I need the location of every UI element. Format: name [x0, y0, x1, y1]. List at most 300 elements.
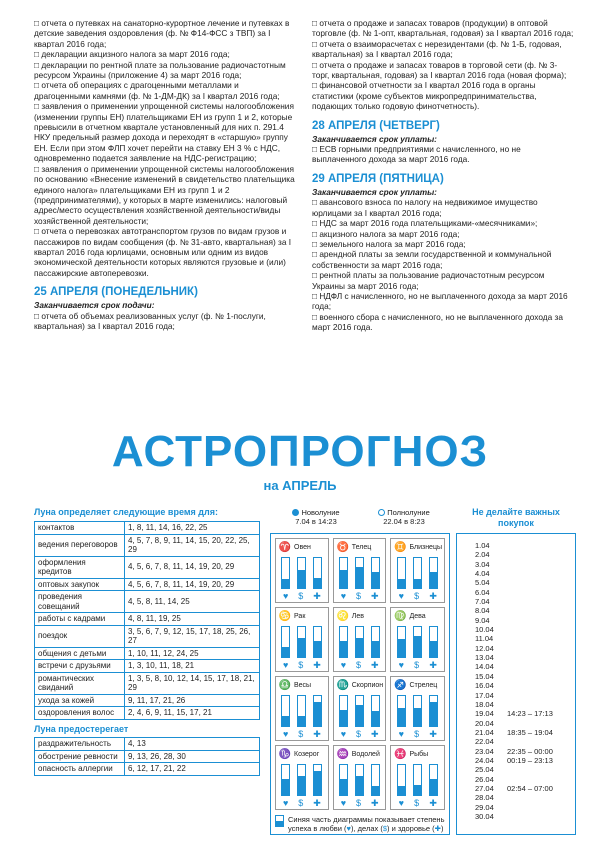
zodiac-name: Водолей — [351, 750, 380, 758]
health-icon: ✚ — [370, 660, 379, 670]
calendar-item: □ акцизного налога за март 2016 года; — [312, 228, 460, 239]
calendar-item: □ авансового взноса по налогу на недвижимое имущество юрлицами за I квартал 2016 года; — [312, 197, 538, 218]
success-bar — [281, 695, 290, 727]
legend-text-4: ) — [440, 824, 444, 833]
date: 11.04 — [475, 634, 494, 644]
zodiac-cell — [333, 538, 387, 603]
love-icon: ♥ — [398, 798, 404, 808]
legend-text-2: ), делах ( — [350, 824, 383, 833]
success-fill — [356, 567, 363, 588]
date: 2.04 — [475, 550, 490, 560]
calendar-item: □ ЕСВ горными предприятиями с начисленного, но не выплаченного дохода за март 2016 года. — [312, 144, 521, 165]
zodiac-cell — [333, 745, 387, 810]
row-label: обострение ревности — [35, 750, 125, 763]
new-moon — [276, 508, 356, 526]
right-column — [312, 18, 574, 333]
success-fill — [414, 636, 421, 657]
success-fill — [372, 711, 379, 726]
success-bar — [397, 626, 406, 658]
apr29-heading: 29 АПРЕЛЯ (ПЯТНИЦА) — [312, 172, 444, 185]
date: 20.04 — [475, 718, 494, 728]
success-fill — [282, 779, 289, 796]
zodiac-cell — [390, 607, 445, 672]
row-days: 9, 13, 26, 28, 30 — [125, 750, 260, 763]
time-range: 00:19 – 23:13 — [507, 755, 553, 765]
love-icon: ♥ — [340, 591, 347, 601]
calendar-item: □ отчета о путевках на санаторно-курортное лечение и путевках в детские заведения оздоровления (ф. № Ф14-ФСС з ТВП) за I квартал 2016 года; — [34, 18, 290, 49]
list-item — [475, 719, 575, 728]
work-icon: $ — [355, 729, 361, 739]
table-row — [35, 707, 260, 720]
success-bar — [355, 764, 364, 796]
success-bar — [429, 764, 438, 796]
work-icon: $ — [298, 660, 304, 670]
time-range: 22:35 – 00:00 — [507, 746, 553, 756]
warn-table-title: Луна предостерегает — [34, 724, 129, 734]
calendar-item: □ отчета об операциях с драгоценными металлами и драгоценными камнями (ф. № 1-ДМ-ДК) за I квартал 2016 года; — [34, 80, 280, 101]
zodiac-cell — [275, 607, 329, 672]
zodiac-sign-icon: ♒ — [336, 748, 349, 760]
list-item — [475, 681, 575, 690]
zodiac-chart — [270, 533, 450, 835]
list-item — [475, 616, 575, 625]
row-label: ведения переговоров — [35, 534, 125, 556]
date: 27.04 — [475, 783, 494, 793]
row-label: ухода за кожей — [35, 694, 125, 707]
zodiac-cell — [390, 676, 445, 741]
zodiac-name: Овен — [294, 543, 311, 551]
success-bar — [397, 557, 406, 589]
date: 13.04 — [475, 653, 494, 663]
calendar-item: □ НДФЛ с начисленного, но не выплаченного дохода за март 2016 года; — [312, 290, 568, 312]
success-bar — [313, 764, 322, 796]
date: 24.04 — [475, 755, 494, 765]
tax-calendar — [34, 18, 574, 333]
row-label: опасность аллергии — [35, 763, 125, 776]
health-icon: ✚ — [370, 591, 379, 601]
legend-text-3: ) и здоровье ( — [387, 824, 435, 833]
success-bar — [281, 557, 290, 589]
success-fill — [282, 716, 289, 727]
table-row — [35, 750, 260, 763]
list-item — [475, 812, 575, 821]
success-bar — [339, 695, 348, 727]
date: 21.04 — [475, 727, 494, 737]
time-range: 18:35 – 19:04 — [507, 727, 553, 737]
success-fill — [340, 779, 347, 796]
calendar-item: □ отчета о продаже и запасах товаров (продукции) в оптовой торговле (ф. № 1-опт, квартальная, годовая) за I квартал 2016 года; — [312, 18, 574, 39]
zodiac-sign-icon: ♋ — [278, 610, 292, 622]
success-fill — [282, 579, 289, 588]
warn-table — [34, 737, 260, 776]
row-days: 1, 10, 11, 12, 24, 25 — [125, 647, 260, 660]
success-fill — [298, 570, 305, 588]
table-row — [35, 672, 260, 694]
new-moon-icon — [292, 509, 299, 516]
row-days: 4, 5, 7, 8, 9, 11, 14, 15, 20, 22, 25, 29 — [125, 534, 260, 556]
row-days: 4, 8, 11, 19, 25 — [125, 613, 260, 626]
success-fill — [340, 641, 347, 658]
love-icon: ♥ — [398, 729, 404, 739]
table-row — [35, 613, 260, 626]
health-icon: ✚ — [370, 798, 379, 808]
row-label: поездок — [35, 625, 125, 647]
row-days: 1, 3, 5, 8, 10, 12, 14, 15, 17, 18, 21, 29 — [125, 672, 260, 694]
list-item — [475, 578, 575, 587]
success-fill — [298, 716, 305, 727]
full-moon-value: 22.04 в 8:23 — [383, 517, 425, 526]
table-row — [35, 763, 260, 776]
row-label: контактов — [35, 522, 125, 535]
date: 1.04 — [475, 541, 490, 550]
list-item — [475, 672, 575, 681]
work-icon: $ — [414, 591, 420, 601]
list-item — [475, 606, 575, 615]
row-days: 6, 12, 17, 21, 22 — [125, 763, 260, 776]
zodiac-sign-icon: ♊ — [394, 541, 407, 553]
success-fill — [398, 639, 405, 657]
success-bar — [355, 557, 364, 589]
date: 8.04 — [475, 606, 490, 616]
row-label: оптовых закупок — [35, 578, 125, 591]
success-fill — [430, 702, 437, 726]
success-fill — [414, 708, 421, 726]
list-item — [475, 691, 575, 700]
success-bar — [313, 557, 322, 589]
success-fill — [340, 710, 347, 727]
health-icon: ✚ — [370, 729, 379, 739]
health-icon: ✚ — [313, 798, 321, 808]
success-bar — [297, 557, 306, 589]
row-label: раздражительность — [35, 738, 125, 751]
date: 18.04 — [475, 699, 494, 709]
zodiac-name: Весы — [294, 681, 312, 689]
love-icon: ♥ — [398, 660, 404, 670]
table-row — [35, 578, 260, 591]
astro-subtitle: на АПРЕЛЬ — [263, 478, 337, 493]
love-icon: ♥ — [340, 798, 347, 808]
success-fill — [314, 702, 321, 726]
row-days: 1, 3, 10, 11, 18, 21 — [125, 660, 260, 673]
row-label: оздоровления волос — [35, 707, 125, 720]
list-item — [475, 541, 575, 550]
list-item — [475, 597, 575, 606]
success-fill — [430, 572, 437, 589]
work-icon: $ — [414, 798, 420, 808]
success-fill — [356, 638, 363, 658]
success-fill — [372, 641, 379, 658]
left-column — [34, 18, 296, 333]
work-icon: $ — [355, 798, 361, 808]
full-moon — [364, 508, 444, 526]
list-item — [475, 756, 575, 765]
success-fill — [430, 779, 437, 796]
table-row — [35, 534, 260, 556]
no-purchase-title: Не делайте важных покупок — [472, 507, 560, 528]
success-bar — [413, 626, 422, 658]
love-icon: ♥ — [398, 591, 404, 601]
success-fill — [372, 786, 379, 795]
list-item — [475, 803, 575, 812]
list-item — [475, 550, 575, 559]
calendar-item: □ заявления о применении упрощенной системы налогообложения (изменении группы ЕН) плательщиками ЕН из групп 1 и 2, которые превысили в отчетном квартале установленный для них п. 291.4 НКУ предельный размер дохода и переходят в «старшую» группу ЕН. Если при этом ФЛП хочет перейти на ставку ЕН 3 % с НДС, одновременно подается заявление на НДС-регистрацию; — [34, 101, 294, 164]
moon-table — [34, 521, 260, 720]
success-bar — [339, 626, 348, 658]
legend-sample-bar — [275, 815, 284, 827]
zodiac-name: Близнецы — [409, 543, 442, 551]
success-fill — [414, 579, 421, 588]
success-bar — [371, 764, 380, 796]
table-row — [35, 625, 260, 647]
health-icon: ✚ — [313, 729, 321, 739]
zodiac-sign-icon: ♎ — [278, 679, 292, 691]
row-days: 1, 8, 11, 14, 16, 22, 25 — [125, 522, 260, 535]
success-bar — [297, 764, 306, 796]
zodiac-cell — [275, 676, 329, 741]
row-label: романтических свиданий — [35, 672, 125, 694]
zodiac-cell — [333, 607, 387, 672]
row-label: проведения совещаний — [35, 591, 125, 613]
apr25-heading: 25 АПРЕЛЯ (ПОНЕДЕЛЬНИК) — [34, 286, 198, 299]
success-fill — [340, 570, 347, 588]
zodiac-sign-icon: ♌ — [336, 610, 349, 622]
date: 29.04 — [475, 802, 494, 812]
list-item — [475, 765, 575, 774]
success-bar — [371, 695, 380, 727]
full-moon-icon — [378, 509, 385, 516]
row-days: 4, 5, 8, 11, 14, 25 — [125, 591, 260, 613]
calendar-item: □ отчета о взаиморасчетах с нерезидентами (ф. № 1-Б, годовая, квартальная) за I квартал 2016 года; — [312, 38, 562, 60]
success-bar — [371, 557, 380, 589]
zodiac-name: Рак — [294, 612, 306, 620]
row-label: общения с детьми — [35, 647, 125, 660]
date: 30.04 — [475, 811, 494, 821]
list-item — [475, 728, 575, 737]
date: 4.04 — [475, 569, 490, 579]
success-fill — [398, 708, 405, 726]
success-fill — [372, 572, 379, 589]
date: 22.04 — [475, 737, 494, 747]
date: 26.04 — [475, 774, 494, 784]
list-item — [475, 653, 575, 662]
health-icon: ✚ — [429, 660, 437, 670]
love-icon: ♥ — [340, 660, 347, 670]
success-bar — [397, 764, 406, 796]
moon-table-title: Луна определяет следующие время для: — [34, 507, 218, 517]
zodiac-name: Дева — [409, 612, 426, 620]
date: 10.04 — [475, 625, 494, 635]
list-item — [475, 737, 575, 746]
zodiac-name: Козерог — [294, 750, 320, 758]
health-icon: ✚ — [434, 824, 441, 833]
list-item — [475, 560, 575, 569]
list-item — [475, 793, 575, 802]
zodiac-cell — [390, 745, 445, 810]
row-days: 4, 5, 6, 7, 8, 11, 14, 19, 20, 29 — [125, 578, 260, 591]
apr29-sub: Заканчивается срок уплаты: — [312, 186, 437, 197]
success-bar — [413, 695, 422, 727]
love-icon: ♥ — [340, 729, 347, 739]
date: 9.04 — [475, 615, 490, 625]
success-fill — [398, 579, 405, 588]
zodiac-name: Рыбы — [409, 750, 429, 758]
zodiac-sign-icon: ♈ — [278, 541, 292, 553]
success-bar — [297, 695, 306, 727]
calendar-item: □ отчета об объемах реализованных услуг (ф. № 1-послуги, квартальная) за I квартал 2016 года; — [34, 310, 266, 331]
success-fill — [298, 776, 305, 796]
list-item — [475, 625, 575, 634]
no-purchase-list — [456, 533, 576, 835]
row-days: 3, 5, 6, 7, 9, 12, 15, 17, 18, 25, 26, 27 — [125, 625, 260, 647]
new-moon-value: 7.04 в 14:23 — [295, 517, 337, 526]
work-icon: $ — [414, 729, 420, 739]
zodiac-sign-icon: ♑ — [278, 748, 292, 760]
zodiac-cell — [333, 676, 387, 741]
list-item — [475, 634, 575, 643]
date: 7.04 — [475, 597, 490, 607]
success-fill — [356, 776, 363, 796]
work-icon: $ — [355, 591, 361, 601]
success-bar — [429, 557, 438, 589]
list-item — [475, 569, 575, 578]
table-row — [35, 591, 260, 613]
work-icon: $ — [298, 729, 304, 739]
row-days: 2, 4, 6, 9, 11, 15, 17, 21 — [125, 707, 260, 720]
success-bar — [413, 764, 422, 796]
zodiac-sign-icon: ♏ — [336, 679, 349, 691]
work-icon: $ — [382, 824, 387, 833]
date: 14.04 — [475, 662, 494, 672]
calendar-item: □ рентной платы за пользование радиочастотным ресурсом Украины за март 2016 года; — [312, 270, 545, 291]
success-bar — [281, 764, 290, 796]
success-fill — [314, 771, 321, 795]
success-bar — [339, 764, 348, 796]
success-bar — [429, 626, 438, 658]
health-icon: ✚ — [429, 729, 437, 739]
success-fill — [356, 705, 363, 726]
row-days: 9, 11, 17, 21, 26 — [125, 694, 260, 707]
date: 19.04 — [475, 709, 494, 719]
success-fill — [298, 638, 305, 658]
date: 5.04 — [475, 578, 490, 588]
full-moon-label: Полнолуние — [387, 508, 430, 517]
date: 15.04 — [475, 671, 494, 681]
calendar-item: □ арендной платы за земли государственной и коммунальной собственности за март 2016 года; — [312, 249, 552, 270]
work-icon: $ — [355, 660, 361, 670]
work-icon: $ — [298, 591, 304, 601]
love-icon: ♥ — [282, 729, 289, 739]
date: 16.04 — [475, 681, 494, 691]
list-item — [475, 775, 575, 784]
love-icon: ♥ — [346, 824, 351, 833]
health-icon: ✚ — [313, 591, 321, 601]
success-fill — [314, 578, 321, 589]
astro-title: АСТРОПРОГНОЗ — [111, 427, 489, 476]
success-fill — [282, 647, 289, 658]
health-icon: ✚ — [429, 591, 437, 601]
success-bar — [371, 626, 380, 658]
list-item — [475, 662, 575, 671]
table-row — [35, 738, 260, 751]
table-row — [35, 522, 260, 535]
list-item — [475, 700, 575, 709]
zodiac-sign-icon: ♐ — [394, 679, 407, 691]
row-label: оформления кредитов — [35, 556, 125, 578]
success-fill — [430, 641, 437, 658]
zodiac-cell — [275, 538, 329, 603]
time-range: 02:54 – 07:00 — [507, 783, 553, 793]
health-icon: ✚ — [313, 660, 321, 670]
table-row — [35, 660, 260, 673]
success-bar — [297, 626, 306, 658]
legend-text-1: Синяя часть диаграммы показывает степень успеха в любви ( — [288, 815, 445, 833]
success-fill — [398, 786, 405, 795]
list-item — [475, 588, 575, 597]
calendar-item: □ декларации по рентной плате за пользование радиочастотным ресурсом Украины (приложение 4) за март 2016 года; — [34, 59, 286, 81]
date: 25.04 — [475, 765, 494, 775]
list-item — [475, 784, 575, 793]
row-label: работы с кадрами — [35, 613, 125, 626]
apr28-heading: 28 АПРЕЛЯ (ЧЕТВЕРГ) — [312, 119, 440, 132]
zodiac-name: Лев — [351, 612, 364, 620]
success-bar — [313, 695, 322, 727]
success-bar — [355, 626, 364, 658]
zodiac-name: Стрелец — [409, 681, 438, 689]
success-bar — [355, 695, 364, 727]
calendar-item: □ заявления о применении упрощенной системы налогообложения по основанию «Внесение изменений в свидетельство плательщика единого налога» плательщиками ЕН из групп 1 и 2 (предпринимателями), у которых в марте изменились: налоговый адрес/место осуществления хозяйственной деятельности/виды хозяйственной деятельности; — [34, 163, 295, 226]
zodiac-sign-icon: ♉ — [336, 541, 349, 553]
table-row — [35, 647, 260, 660]
zodiac-legend — [275, 815, 445, 833]
work-icon: $ — [298, 798, 304, 808]
list-item — [475, 747, 575, 756]
success-fill — [314, 641, 321, 658]
health-icon: ✚ — [429, 798, 437, 808]
calendar-item: □ декларации акцизного налога за март 2016 года; — [34, 49, 230, 60]
date: 12.04 — [475, 643, 494, 653]
calendar-item: □ НДС за март 2016 года плательщиками-«месячниками»; — [312, 218, 538, 229]
success-bar — [281, 626, 290, 658]
success-bar — [339, 557, 348, 589]
table-row — [35, 556, 260, 578]
date: 28.04 — [475, 793, 494, 803]
row-days: 4, 5, 6, 7, 8, 11, 14, 19, 20, 29 — [125, 556, 260, 578]
zodiac-cell — [275, 745, 329, 810]
date: 17.04 — [475, 690, 494, 700]
zodiac-cell — [390, 538, 445, 603]
new-moon-label: Новолуние — [301, 508, 340, 517]
zodiac-sign-icon: ♓ — [394, 748, 407, 760]
success-bar — [413, 557, 422, 589]
list-item — [475, 709, 575, 718]
apr25-sub: Заканчивается срок подачи: — [34, 300, 155, 311]
success-bar — [397, 695, 406, 727]
success-bar — [313, 626, 322, 658]
calendar-item: □ отчета о продаже и запасах товаров в торговой сети (ф. № 3-торг, квартальная, годовая) за I квартал 2016 года (новая форма); — [312, 59, 567, 81]
zodiac-name: Скорпион — [351, 681, 384, 689]
calendar-item: □ земельного налога за март 2016 года; — [312, 238, 466, 249]
success-fill — [414, 785, 421, 796]
time-range: 14:23 – 17:13 — [507, 709, 553, 719]
work-icon: $ — [414, 660, 420, 670]
row-label: встречи с друзьями — [35, 660, 125, 673]
success-bar — [429, 695, 438, 727]
row-days: 4, 13 — [125, 738, 260, 751]
love-icon: ♥ — [282, 798, 289, 808]
date: 6.04 — [475, 587, 490, 597]
date: 3.04 — [475, 559, 490, 569]
calendar-item: □ отчета о перевозках автотранспортом грузов по видам грузов и пассажиров по видам сообщения (ф. № 31-авто, квартальная) за I квартал 2016 года юрлицами, основным или одним из видов экономической деятельности которых являются грузовые и (или) пассажирские автоперевозки. — [34, 226, 292, 278]
